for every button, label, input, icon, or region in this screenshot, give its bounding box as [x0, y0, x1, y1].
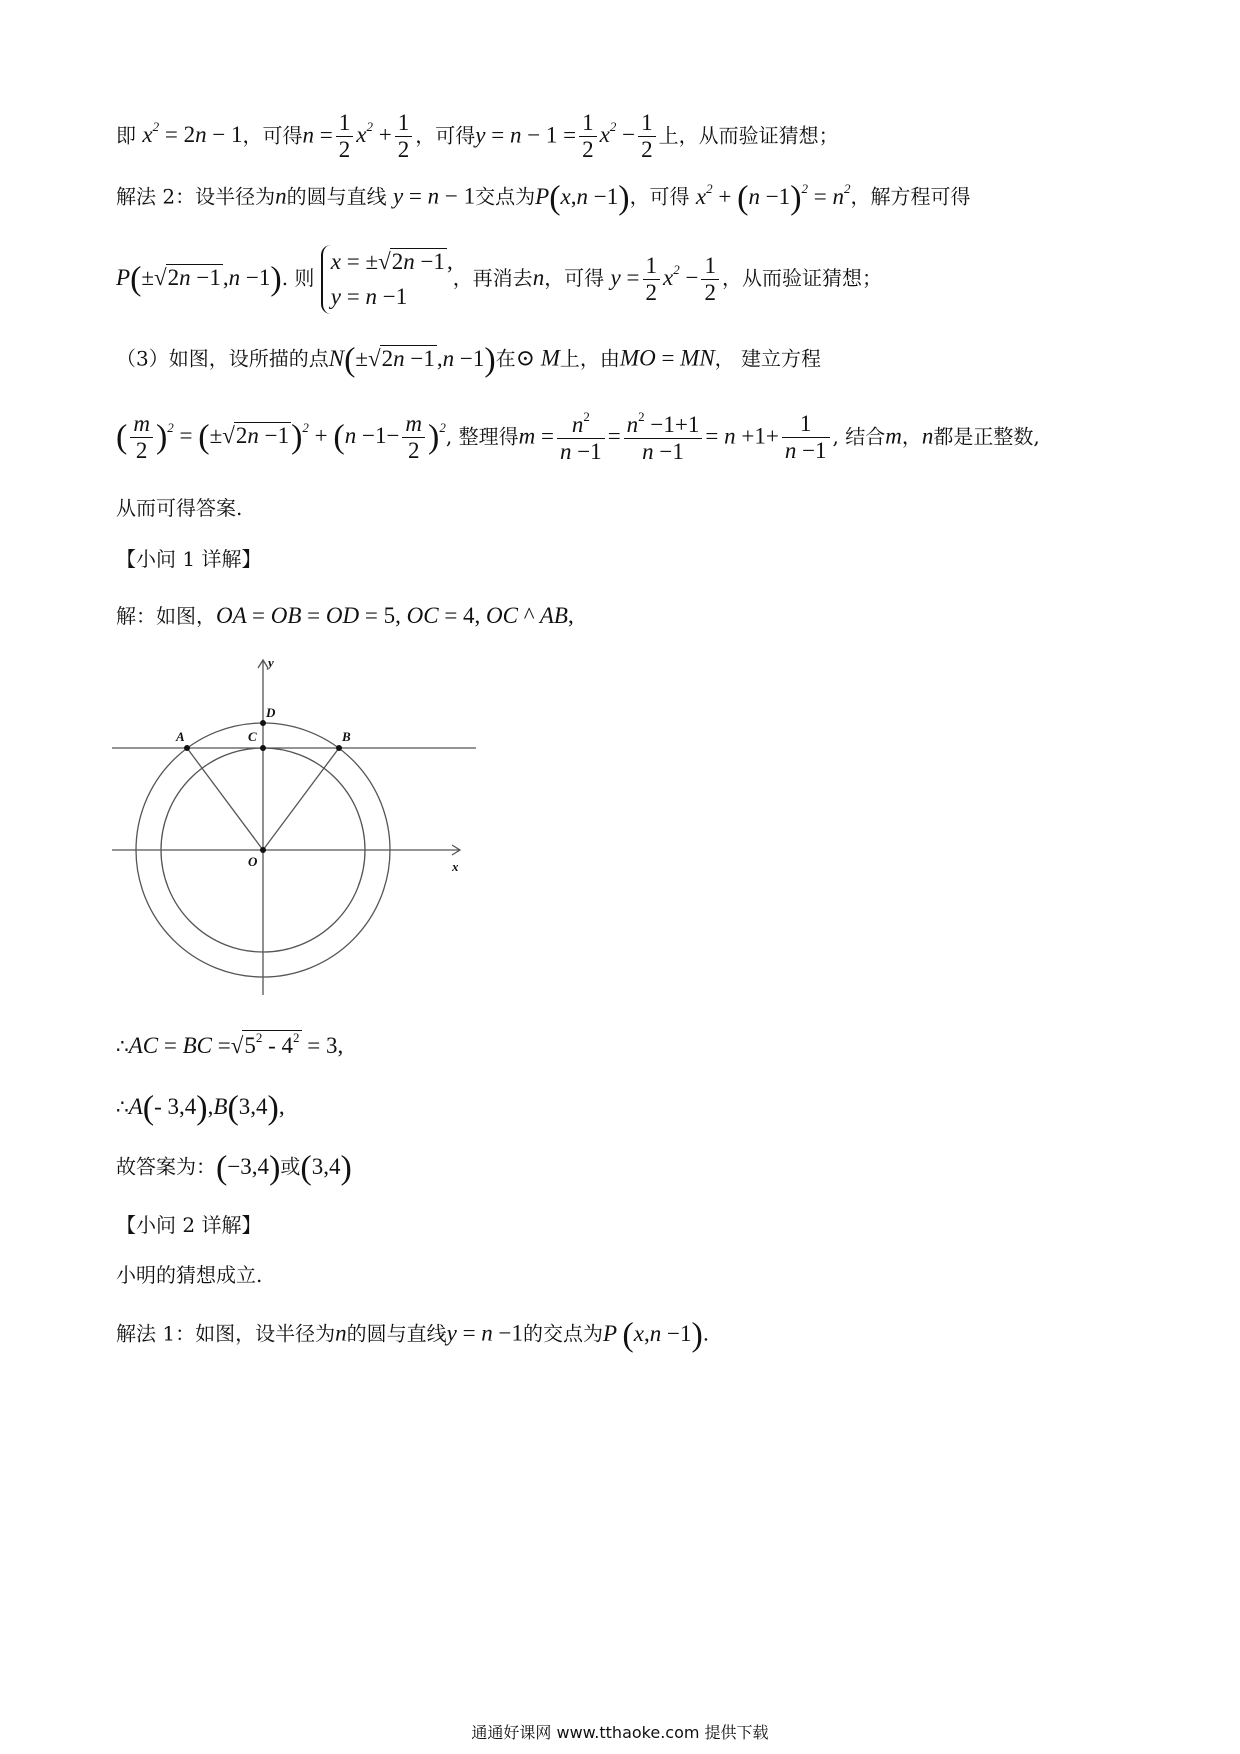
line-7: 解：如图，OA = OB = OD = 5, OC = 4, OC ^ AB,: [116, 603, 574, 628]
label-C: C: [248, 729, 257, 744]
line-3: P(±√2n −1,n −1). 则 x = ±√2n −1, y = n −1 ，再消去n，可得 y = $\frac{1}{2}$ $x^2$ − $\frac{1}{2}$ ，从而验证猜想；: [116, 245, 882, 314]
line-8: ∴AC = BC $=√5^2 - 4^2 = 3$,: [116, 1030, 344, 1058]
line-11: 小明的猜想成立.: [116, 1263, 263, 1287]
heading-part-1: 【小问 1 详解】: [116, 547, 262, 571]
line-10: 故答案为：(−3,4)或(3,4): [116, 1149, 352, 1186]
math-x2-eq: $x^2 = 2n - 1$: [142, 119, 243, 148]
label-B: B: [342, 729, 351, 744]
label-O: O: [248, 854, 258, 869]
heading-part-2: 【小问 2 详解】: [116, 1213, 262, 1237]
label-A: A: [176, 729, 185, 744]
circle-figure: [110, 655, 480, 1000]
line-4: （3）如图，设所描的点N(±√2n −1,n −1)在⊙ M上，由MO = MN， 建立方程: [116, 341, 822, 378]
point-A: [184, 745, 190, 751]
segment-OB: [263, 748, 339, 850]
segment-OA: [187, 748, 263, 850]
point-O: [260, 847, 266, 853]
label-D: D: [266, 705, 276, 720]
label-y: y: [268, 655, 274, 670]
line-9: ∴A(- 3,4),B(3,4),: [116, 1089, 285, 1126]
line-5: ( $\frac{m}{2}$ )$^2 = (\pm√2n -1)^2 + (n -1-$ $\frac{m}{2}$ )$^2$, 整理得m = $\frac{n^2}{n -1}$ = $\frac{n^2 -1+1}{n -1}$ = n +1+ $\frac{1}{n -1}$ , 结合m，n都是正整数,: [116, 409, 1040, 465]
line-6: 从而可得答案.: [116, 496, 243, 520]
label-x: x: [452, 859, 459, 874]
equation-system: x = ±√2n −1, y = n −1: [321, 245, 453, 314]
line-2: 解法 2：设半径为n的圆与直线 y = n − 1交点为P(x,n −1)，可得 $x^2 + (n -1)^2 = n^2$，解方程可得: [116, 179, 971, 216]
footer-source: 通通好课网 www.tthaoke.com 提供下载: [471, 1723, 769, 1742]
point-D: [260, 720, 266, 726]
point-B: [336, 745, 342, 751]
line-12: 解法 1：如图，设半径为n的圆与直线y = n −1的交点为P (x,n −1).: [116, 1316, 710, 1353]
line-1: 即 $x^2 = 2n - 1$，可得n = $\frac{1}{2}$ $x^2$ + $\frac{1}{2}$ ，可得y = n − 1 = $\frac{1}{2}$ $x^2$ − $\frac{1}{2}$ 上，从而验证猜想；: [116, 110, 839, 163]
point-C: [260, 745, 266, 751]
